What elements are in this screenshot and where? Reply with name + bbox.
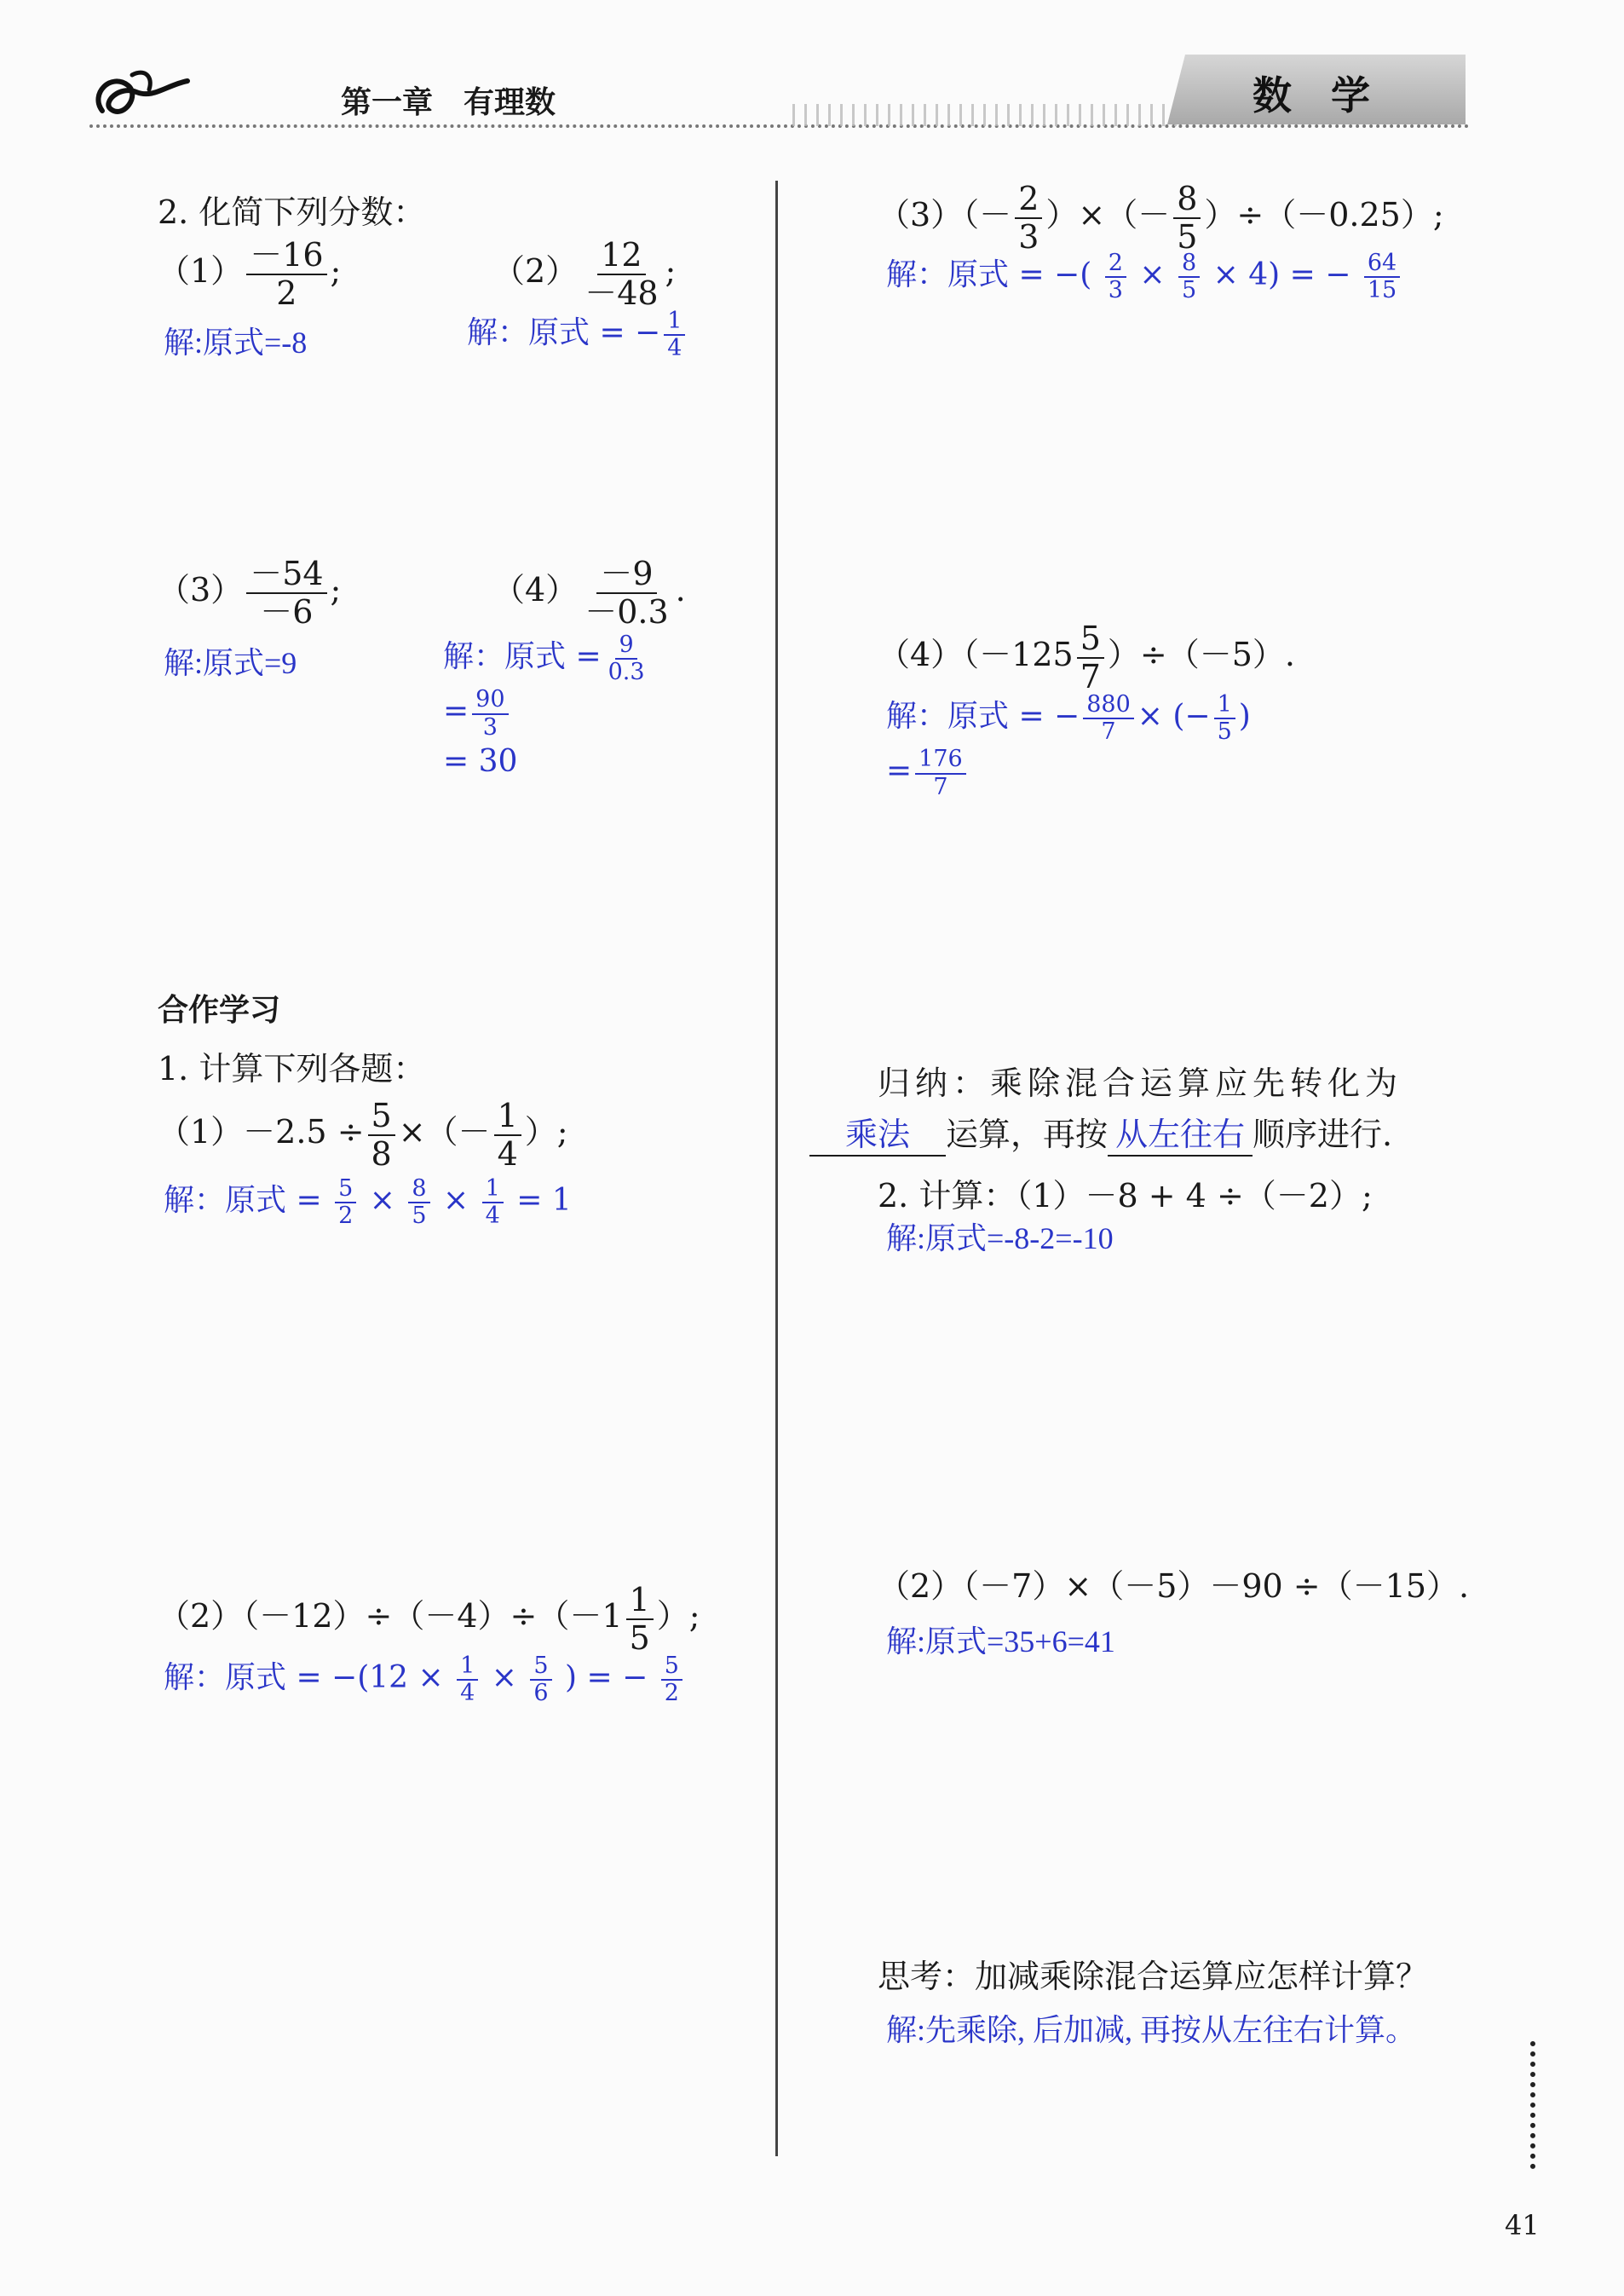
blank-2: 从左往右 [1108, 1108, 1253, 1157]
problem-3: （3） $\frac{-54}{-6}$ ; [158, 555, 342, 631]
subject-label: 数 学 [1253, 72, 1370, 118]
calc2-title: 2. 计算：（1）－8 + 4 ÷（－2）; [878, 1177, 1373, 1214]
chapter-title: 第一章 有理数 [341, 85, 556, 120]
calc2-answer-2: 解:原式=35+6=41 [886, 1624, 1115, 1659]
think-question: 思考：加减乘除混合运算应怎样计算？ [878, 1958, 1429, 1995]
right-answer-4: 解：原式 = − $\frac{880}{7}$ × (− $\frac{1}{5}$ ) = $\frac{176}{7}$ [886, 691, 1251, 800]
problem-2: （2） $\frac{12}{-48}$ ; [492, 236, 677, 312]
header-dot-band [792, 104, 1184, 126]
coop-answer-2: 解：原式 = −(12 × $\frac{1}{4}$ × $\frac{5}{6}$ ) = − $\frac{5}{2}$ [164, 1653, 686, 1706]
coop-answer-1: 解：原式 = $\frac{5}{2}$ × $\frac{8}{5}$ × $\frac{1}{4}$ = 1 [164, 1175, 572, 1230]
answer-3: 解:原式=9 [164, 646, 297, 680]
problem-4: （4） $\frac{-9}{-0.3}$ . [492, 555, 686, 631]
coop-problem-1: （1）－2.5 ÷ $\frac{5}{8}$ ×（－ $\frac{1}{4}$ ）; [158, 1097, 568, 1173]
think-answer: 解:先乘除, 后加减, 再按从左往右计算。 [886, 2013, 1417, 2047]
page-number: 41 [1505, 2209, 1540, 2241]
side-dotted-marker [1530, 2041, 1535, 2169]
page-header [0, 0, 1624, 145]
header-dotted-rule [89, 124, 1470, 128]
answer-1: 解:原式=-8 [164, 326, 308, 360]
summary-line-2: 乘法 运算，再按 从左往右 顺序进行. [809, 1108, 1392, 1157]
right-answer-3: 解：原式 = −( $\frac{2}{3}$ × $\frac{8}{5}$ × 4) = − $\frac{64}{15}$ [886, 251, 1403, 303]
answer-2: 解：原式 = − $\frac{1}{4}$ [467, 309, 688, 361]
problem-1: （1） $\frac{-16}{2}$ ; [158, 236, 342, 312]
fraction: $\frac{-16}{2}$ [246, 237, 326, 311]
coop-title: 1. 计算下列各题： [158, 1050, 426, 1087]
right-problem-3: （3）（－ $\frac{2}{3}$ ）×（－ $\frac{8}{5}$ ）÷（－0.25）; [878, 180, 1444, 256]
swirl-logo-icon [85, 60, 196, 128]
coop-heading: 合作学习 [158, 993, 281, 1028]
blank-1: 乘法 [809, 1108, 946, 1157]
section2-title: 2. 化简下列分数： [158, 193, 426, 231]
calc2-problem-2: （2）（－7）×（－5）－90 ÷（－15）. [878, 1567, 1470, 1605]
answer-4: 解：原式 = $\frac{9}{0.3}$ = $\frac{90}{3}$ = 30 [443, 632, 645, 779]
calc2-answer-1: 解:原式=-8-2=-10 [886, 1221, 1114, 1255]
column-divider [775, 181, 778, 2156]
summary-line-1: 归纳：乘除混合运算应先转化为 [878, 1064, 1403, 1102]
coop-problem-2: （2）（－12）÷（－4）÷（－1 $\frac{1}{5}$ ）; [158, 1581, 700, 1657]
right-problem-4: （4）（－125 $\frac{5}{7}$ ）÷（－5）. [878, 620, 1296, 695]
